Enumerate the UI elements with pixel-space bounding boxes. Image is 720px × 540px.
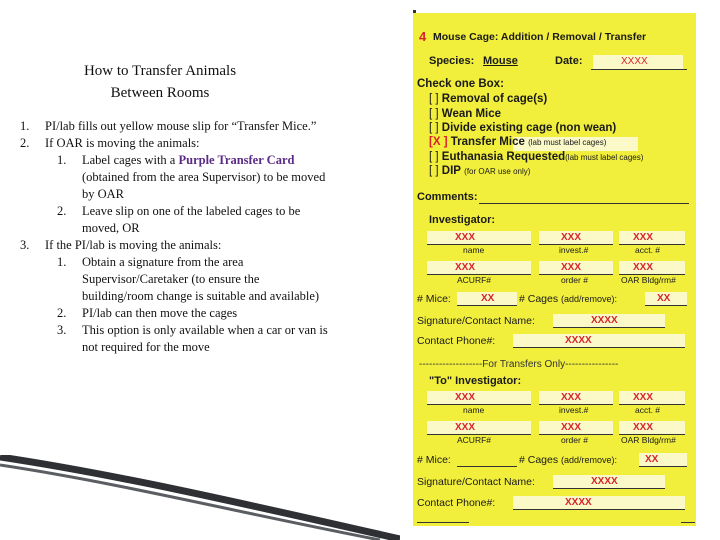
- to-oar-bldg-value: XXX: [633, 422, 654, 433]
- species-label: Species:: [429, 55, 475, 67]
- list-item: 2. If OAR is moving the animals:: [20, 136, 200, 150]
- check-item-euthanasia[interactable]: [ ] Euthanasia Requested(lab must label cages): [429, 151, 644, 163]
- date-label: Date:: [555, 55, 583, 67]
- slide-title: [40, 60, 280, 104]
- oar-bldg-value: XXX: [633, 262, 654, 273]
- check-item-removal[interactable]: [ ] Removal of cage(s): [429, 93, 548, 105]
- date-value: XXXX: [621, 56, 648, 67]
- decorative-swoosh: [0, 455, 400, 540]
- to-name-value: XXX: [455, 392, 476, 403]
- slide-title-line-1: How to Transfer Animals: [83, 63, 237, 79]
- mice-label: # Mice:: [417, 293, 451, 305]
- mouse-cage-card: 4 Mouse Cage: Addition / Removal / Transfer Species: Mouse Date: XXXX Check one Box: [ ] Removal of cage(s) [ ] Wean Mice [ ] Divide existing cage (non wean) [X ] Transfer Mice (lab must label cages) [ ] Euthanasia Requested(lab must label cages) [ ] DIP (for OAR use only) Comments: Investigator: XXX XXX XXX name invest.# acct. # XXX XXX XXX ACURF# order # OAR Bldg/rm# # Mice: XX # Cages (add/remove): XX Signature/Contact Name: XXXX Contact Phone#: XXXX -------------------For Transfers Only---------------- "To" Investigator: XXX XXX XXX name invest.# acct. # XXX XXX XXX ACURF# order # OAR Bldg/rm# # Mice: # Cages (add/remove): XX Signature/Contact Name: XXXX Contact Phone#: XXXX: [413, 13, 696, 526]
- invest-number-value: XXX: [561, 232, 582, 243]
- species-value: Mouse: [483, 55, 518, 67]
- list-item: 3. This option is only available when a car or van is not required for the move: [57, 323, 328, 354]
- to-phone-label: Contact Phone#:: [417, 497, 496, 509]
- comments-label: Comments:: [417, 191, 478, 203]
- list-item: 1. Obtain a signature from the area Supervisor/Caretaker (to ensure the building/room change is suitable and available): [57, 255, 320, 303]
- to-signature-field[interactable]: [553, 488, 665, 489]
- to-phone-field[interactable]: [513, 509, 685, 510]
- signature-label: Signature/Contact Name:: [417, 315, 535, 327]
- acct-number-value: XXX: [633, 232, 654, 243]
- list-item: 1. Label cages with a Purple Transfer Card (obtained from the area Supervisor) to be moved by OAR: [57, 153, 326, 201]
- date-underline: [591, 69, 687, 70]
- signature-field[interactable]: [553, 327, 665, 328]
- to-acct-value: XXX: [633, 392, 654, 403]
- mice-field[interactable]: [457, 305, 517, 306]
- to-cages-label: # Cages (add/remove):: [519, 454, 618, 466]
- purple-transfer-card-text: Purple Transfer Card: [178, 153, 295, 167]
- phone-label: Contact Phone#:: [417, 335, 496, 347]
- order-value: XXX: [561, 262, 582, 273]
- check-header: Check one Box:: [417, 78, 504, 90]
- check-item-divide[interactable]: [ ] Divide existing cage (non wean): [429, 122, 617, 134]
- phone-value: XXXX: [565, 335, 592, 346]
- mice-value: XX: [481, 293, 495, 304]
- transfers-header: -------------------For Transfers Only----------------: [419, 359, 619, 370]
- signature-value: XXXX: [591, 315, 618, 326]
- check-item-transfer[interactable]: [X ] Transfer Mice (lab must label cages): [429, 136, 607, 148]
- list-item: 1. PI/lab fills out yellow mouse slip for “Transfer Mice.”: [20, 119, 317, 133]
- list-item: 3. If the PI/lab is moving the animals:: [20, 238, 222, 252]
- list-item: 2. Leave slip on one of the labeled cages to be moved, OR: [57, 204, 301, 235]
- investigator-label: Investigator:: [429, 214, 496, 226]
- check-item-dip[interactable]: [ ] DIP (for OAR use only): [429, 165, 531, 177]
- slide-title-line-2: Between Rooms: [110, 85, 210, 101]
- acurf-value: XXX: [455, 262, 476, 273]
- to-mice-field[interactable]: [457, 466, 517, 467]
- to-signature-value: XXXX: [591, 476, 618, 487]
- cages-label: # Cages (add/remove):: [519, 293, 618, 305]
- card-number: 4: [419, 29, 427, 44]
- comments-field[interactable]: [479, 203, 689, 204]
- check-item-wean[interactable]: [ ] Wean Mice: [429, 108, 502, 120]
- to-signature-label: Signature/Contact Name:: [417, 476, 535, 488]
- to-cages-value: XX: [645, 454, 659, 465]
- phone-field[interactable]: [513, 347, 685, 348]
- card-header: Mouse Cage: Addition / Removal / Transfer: [433, 31, 647, 43]
- cages-field[interactable]: [645, 305, 687, 306]
- to-invest-value: XXX: [561, 392, 582, 403]
- to-investigator-label: "To" Investigator:: [429, 375, 522, 387]
- list-item: 2. PI/lab can then move the cages: [57, 306, 238, 320]
- to-cages-field[interactable]: [639, 466, 687, 467]
- to-order-value: XXX: [561, 422, 582, 433]
- instruction-list: [20, 118, 365, 356]
- to-acurf-value: XXX: [455, 422, 476, 433]
- cages-value: XX: [657, 293, 671, 304]
- to-mice-label: # Mice:: [417, 454, 451, 466]
- investigator-name-value: XXX: [455, 232, 476, 243]
- to-phone-value: XXXX: [565, 497, 592, 508]
